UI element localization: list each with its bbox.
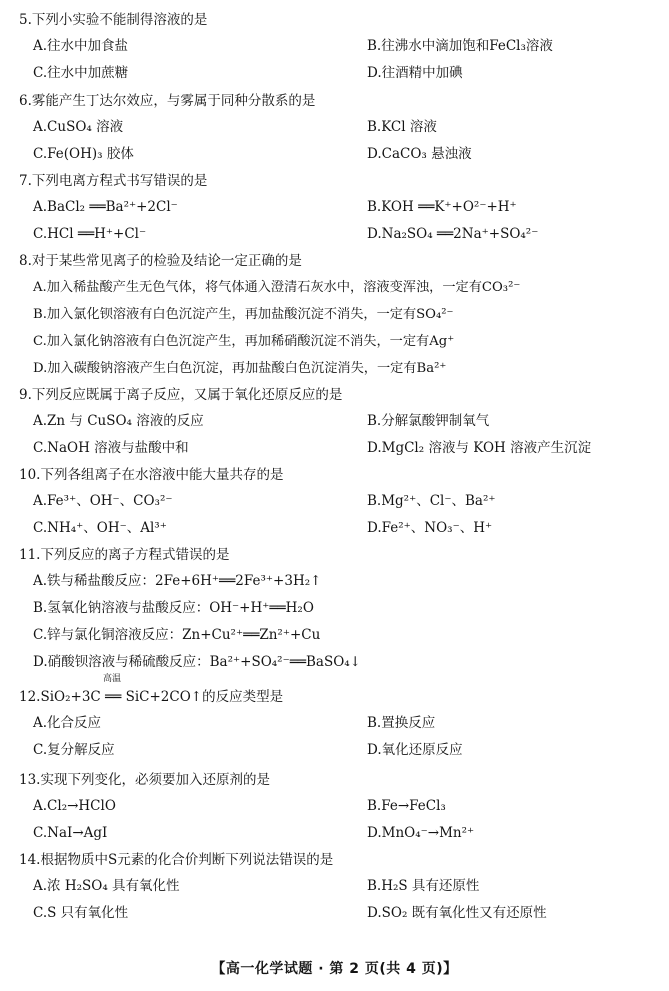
question-stem: 10.下列各组离子在水溶液中能大量共存的是 <box>19 467 284 483</box>
option-a: A.浓 H₂SO₄ 具有氧化性 <box>33 878 180 894</box>
option-d: D.CaCO₃ 悬浊液 <box>367 146 472 162</box>
option-c: C.锌与氯化铜溶液反应：Zn+Cu²⁺══Zn²⁺+Cu <box>33 627 321 643</box>
option-c: C.NH₄⁺、OH⁻、Al³⁺ <box>33 520 167 536</box>
option-c: C.加入氯化钠溶液有白色沉淀产生，再加稀硝酸沉淀不消失，一定有Ag⁺ <box>33 334 455 349</box>
option-d: D.氧化还原反应 <box>367 742 463 758</box>
question-stem: 7.下列电离方程式书写错误的是 <box>19 173 208 189</box>
option-a: A.往水中加食盐 <box>33 38 129 54</box>
question-6 <box>19 88 659 168</box>
option-b: B.氢氧化钠溶液与盐酸反应：OH⁻+H⁺══H₂O <box>33 600 314 616</box>
option-b: B.KCl 溶液 <box>367 119 437 135</box>
question-stem: 14.根据物质中S元素的化合价判断下列说法错误的是 <box>19 852 334 868</box>
option-a: A.Zn 与 CuSO₄ 溶液的反应 <box>33 413 204 429</box>
option-d: D.硝酸钡溶液与稀硫酸反应：Ba²⁺+SO₄²⁻══BaSO₄↓ <box>33 654 361 670</box>
question-stem: 8.对于某些常见离子的检验及结论一定正确的是 <box>19 253 302 269</box>
option-b: B.分解氯酸钾制氧气 <box>367 413 490 429</box>
option-b: B.置换反应 <box>367 715 436 731</box>
question-stem: 9.下列反应既属于离子反应，又属于氧化还原反应的是 <box>19 387 343 403</box>
option-c: C.往水中加蔗糖 <box>33 65 129 81</box>
question-10 <box>19 462 659 542</box>
option-c: C.Fe(OH)₃ 胶体 <box>33 146 134 162</box>
question-stem: 13.实现下列变化，必须要加入还原剂的是 <box>19 772 270 788</box>
option-b: B.Fe→FeCl₃ <box>367 798 446 814</box>
option-a: A.Fe³⁺、OH⁻、CO₃²⁻ <box>33 493 173 509</box>
question-14 <box>19 847 659 927</box>
option-b: B.往沸水中滴加饱和FeCl₃溶液 <box>367 38 553 54</box>
option-c: C.复分解反应 <box>33 742 115 758</box>
option-b: B.KOH ══K⁺+O²⁻+H⁺ <box>367 199 517 215</box>
option-a: A.化合反应 <box>33 715 102 731</box>
option-b: B.H₂S 具有还原性 <box>367 878 480 894</box>
option-c: C.S 只有氧化性 <box>33 905 129 921</box>
option-c: C.NaOH 溶液与盐酸中和 <box>33 440 189 456</box>
option-d: D.Na₂SO₄ ══2Na⁺+SO₄²⁻ <box>367 226 539 242</box>
option-d: D.加入碳酸钠溶液产生白色沉淀，再加盐酸白色沉淀消失，一定有Ba²⁺ <box>33 361 447 376</box>
question-stem: 6.雾能产生丁达尔效应，与雾属于同种分散系的是 <box>19 93 316 109</box>
page-footer: 【高一化学试题 · 第 2 页(共 4 页)】 <box>211 961 458 977</box>
question-13 <box>19 767 659 847</box>
option-c: C.NaI→AgI <box>33 825 108 841</box>
question-stem: 11.下列反应的离子方程式错误的是 <box>19 547 230 563</box>
option-a: A.CuSO₄ 溶液 <box>33 119 124 135</box>
option-d: D.MnO₄⁻→Mn²⁺ <box>367 825 475 841</box>
option-d: D.Fe²⁺、NO₃⁻、H⁺ <box>367 520 493 536</box>
question-stem: 5.下列小实验不能制得溶液的是 <box>19 12 208 28</box>
option-b: B.Mg²⁺、Cl⁻、Ba²⁺ <box>367 493 496 509</box>
option-d: D.MgCl₂ 溶液与 KOH 溶液产生沉淀 <box>367 440 592 456</box>
option-d: D.SO₂ 既有氧化性又有还原性 <box>367 905 547 921</box>
question-12 <box>19 674 659 764</box>
reaction-condition-label: 高温 <box>103 674 122 684</box>
question-7 <box>19 168 659 248</box>
option-a: A.加入稀盐酸产生无色气体，将气体通入澄清石灰水中，溶液变浑浊，一定有CO₃²⁻ <box>33 280 521 295</box>
option-a: A.铁与稀盐酸反应：2Fe+6H⁺══2Fe³⁺+3H₂↑ <box>33 573 322 589</box>
question-8 <box>19 248 659 382</box>
option-a: A.BaCl₂ ══Ba²⁺+2Cl⁻ <box>33 199 178 215</box>
option-c: C.HCl ══H⁺+Cl⁻ <box>33 226 147 242</box>
option-b: B.加入氯化钡溶液有白色沉淀产生，再加盐酸沉淀不消失，一定有SO₄²⁻ <box>33 307 454 322</box>
question-11 <box>19 542 659 676</box>
question-stem: 高温 12.SiO₂+3C ══ SiC+2CO↑的反应类型是 <box>19 674 284 705</box>
question-9 <box>19 382 659 462</box>
option-a: A.Cl₂→HClO <box>33 798 116 814</box>
question-5 <box>19 7 659 87</box>
option-d: D.往酒精中加碘 <box>367 65 463 81</box>
